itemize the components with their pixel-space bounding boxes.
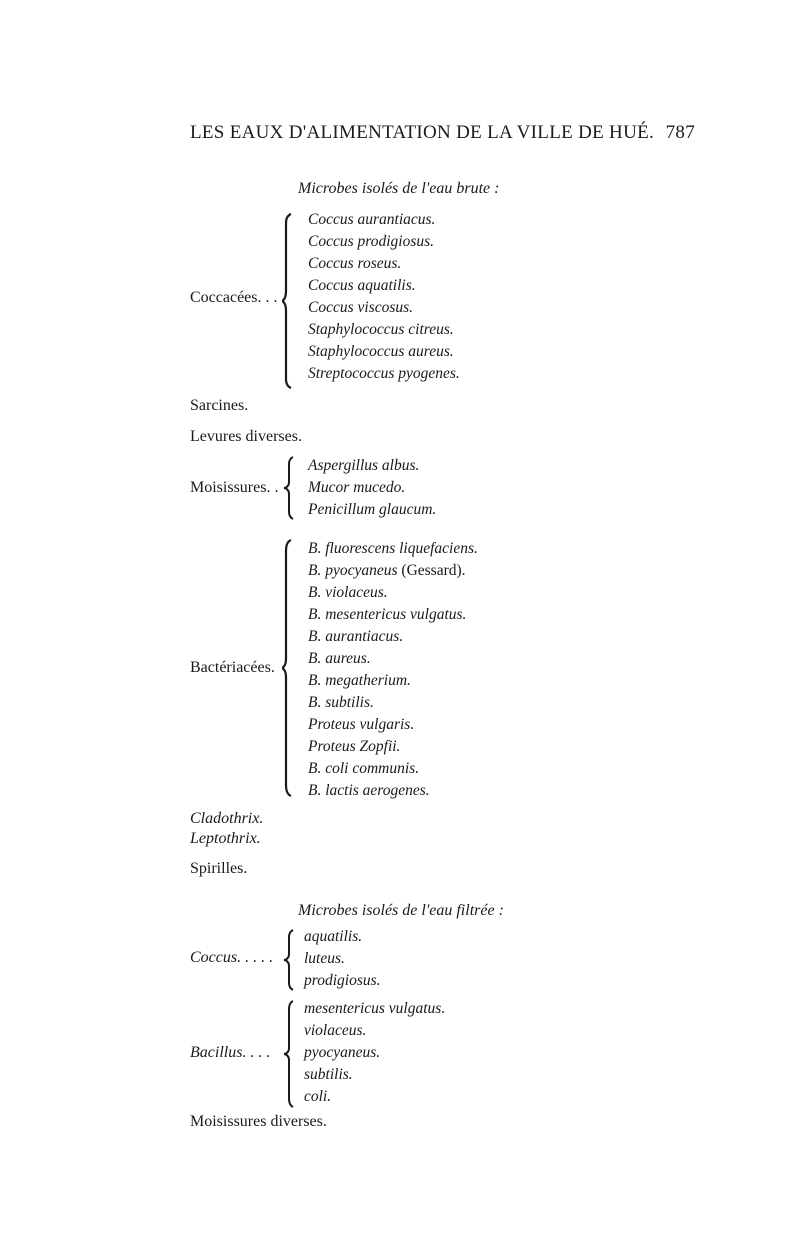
entry-sarcines: Sarcines. <box>190 397 249 414</box>
list-coccus <box>304 926 381 992</box>
list-moisissures <box>308 455 436 521</box>
entry-cladothrix: Cladothrix. <box>190 810 264 827</box>
list-item: pyocyaneus. <box>304 1044 381 1061</box>
list-item: Proteus vulgaris. <box>308 716 415 733</box>
list-item: Coccus aquatilis. <box>308 277 416 294</box>
group-label-bacillus: Bacillus. . . . <box>190 1044 271 1061</box>
page-number: 787 <box>665 122 695 143</box>
group-label-coccus: Coccus. . . . . <box>190 949 274 966</box>
list-item: Aspergillus albus. <box>308 457 420 474</box>
entry-levures: Levures diverses. <box>190 428 302 445</box>
list-item: B. mesentericus vulgatus. <box>308 606 467 623</box>
list-item: B. violaceus. <box>308 584 388 601</box>
list-item: luteus. <box>304 950 345 967</box>
list-item: B. aurantiacus. <box>308 628 404 645</box>
list-item: B. coli communis. <box>308 760 420 777</box>
list-item-name: B. pyocyaneus <box>308 562 398 579</box>
list-item: Proteus Zopfii. <box>308 738 401 755</box>
list-item: Coccus aurantiacus. <box>308 211 436 228</box>
group-label-coccacees: Coccacées. . . <box>190 289 278 306</box>
group-label-bacteriacees: Bactériacées. <box>190 659 275 676</box>
list-item: aquatilis. <box>304 928 363 945</box>
list-item: prodigiosus. <box>304 972 381 989</box>
list-item: Staphylococcus citreus. <box>308 321 454 338</box>
list-item-note: (Gessard). <box>401 562 466 579</box>
list-item: B. megatherium. <box>308 672 411 689</box>
list-item: Penicillum glaucum. <box>308 501 437 518</box>
list-item: B. fluorescens liquefaciens. <box>308 540 478 557</box>
list-item: B. lactis aerogenes. <box>308 782 430 799</box>
list-item: Coccus viscosus. <box>308 299 414 316</box>
list-bacillus <box>304 998 445 1108</box>
list-item: B. subtilis. <box>308 694 374 711</box>
entry-leptothrix: Leptothrix. <box>190 830 261 847</box>
list-bacteriacees <box>308 538 478 802</box>
brace-icon <box>282 539 296 797</box>
list-item: coli. <box>304 1088 332 1105</box>
section-title-filtered-water: Microbes isolés de l'eau filtrée : <box>298 902 504 919</box>
entry-spirilles: Spirilles. <box>190 860 248 877</box>
list-item: violaceus. <box>304 1022 367 1039</box>
entry-moisissures-diverses: Moisissures diverses. <box>190 1113 327 1130</box>
brace-icon <box>284 1000 298 1108</box>
list-item: B. aureus. <box>308 650 371 667</box>
list-coccacees <box>308 209 460 385</box>
list-item: Staphylococcus aureus. <box>308 343 454 360</box>
group-label-moisissures: Moisissures. . <box>190 479 279 496</box>
list-item: mesentericus vulgatus. <box>304 1000 446 1017</box>
section-title-raw-water: Microbes isolés de l'eau brute : <box>298 180 500 197</box>
brace-icon <box>284 929 298 991</box>
list-item <box>308 560 478 582</box>
list-item: subtilis. <box>304 1066 353 1083</box>
list-item: Coccus roseus. <box>308 255 402 272</box>
list-item: Coccus prodigiosus. <box>308 233 435 250</box>
brace-icon <box>282 213 296 389</box>
list-item: Streptococcus pyogenes. <box>308 365 460 382</box>
list-item: Mucor mucedo. <box>308 479 406 496</box>
brace-icon <box>284 456 298 520</box>
header-title: LES EAUX D'ALIMENTATION DE LA VILLE DE HUÉ. <box>190 122 655 143</box>
